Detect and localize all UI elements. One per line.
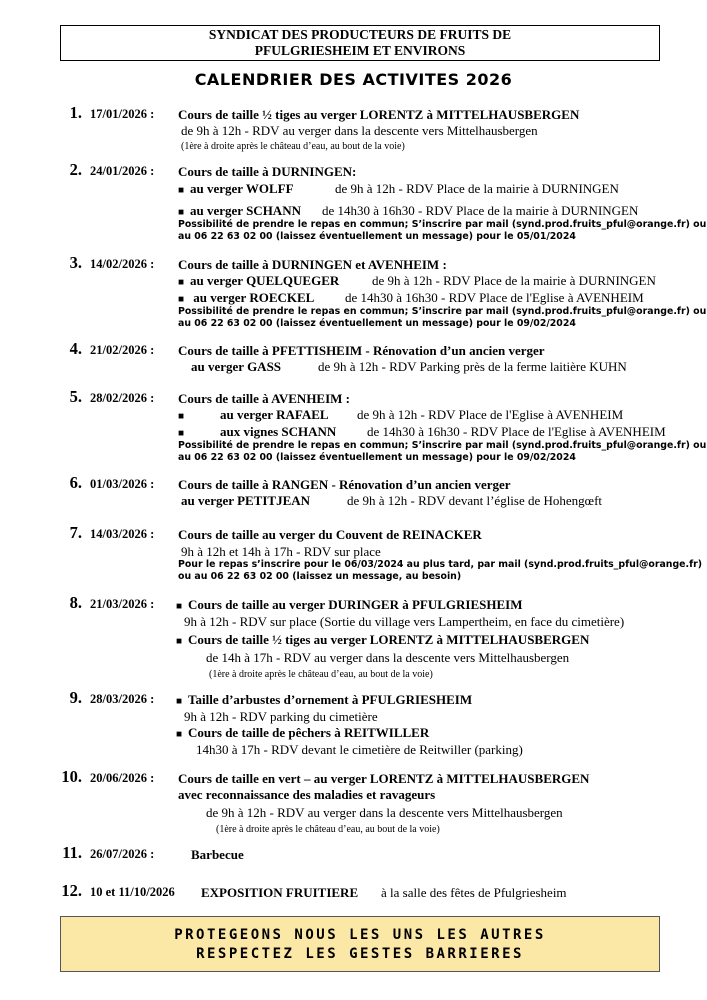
item-date: 17/01/2026 : xyxy=(90,107,155,121)
banner-line-2: RESPECTEZ LES GESTES BARRIERES xyxy=(196,946,524,962)
banner-line-1: PROTEGEONS NOUS LES UNS LES AUTRES xyxy=(174,927,546,943)
item-line: de 9h à 12h - RDV Place de la mairie à DURNINGEN xyxy=(372,273,656,288)
item-title: EXPOSITION FRUITIERE xyxy=(201,885,359,900)
item-date: 28/03/2026 : xyxy=(90,692,155,706)
item-line: (1ère à droite après le château d’eau, au bout de la voie) xyxy=(209,669,433,680)
item-line: ■ Cours de taille de pêchers à REITWILLER xyxy=(176,725,430,740)
item-title: Cours de taille au verger du Couvent de REINACKER xyxy=(178,527,482,542)
item-number: 10. xyxy=(61,767,82,786)
item-title: Cours de taille à DURNINGEN: xyxy=(178,164,357,179)
item-date: 01/03/2026 : xyxy=(90,477,155,491)
item-line: avec reconnaissance des maladies et ravageurs xyxy=(178,787,436,802)
safety-banner xyxy=(60,916,660,972)
item-number: 4. xyxy=(69,339,82,358)
item-line: au verger GASS xyxy=(191,359,282,374)
header-line-1: SYNDICAT DES PRODUCTEURS DE FRUITS DE xyxy=(208,27,512,42)
item-title: Cours de taille à RANGEN - Rénovation d’un ancien verger xyxy=(178,477,511,492)
item-line: de 9h à 12h - RDV devant l’église de Hohengœft xyxy=(347,493,603,508)
item-number: 3. xyxy=(69,253,82,272)
item-number: 2. xyxy=(69,160,82,179)
item-line: ■ au verger QUELQUEGER xyxy=(178,273,340,288)
item-note: au 06 22 63 02 00 (laissez éventuellement un message) pour le 09/02/2024 xyxy=(178,452,576,463)
item-date: 14/03/2026 : xyxy=(90,527,155,541)
item-line: de 14h30 à 16h30 - RDV Place de la mairie à DURNINGEN xyxy=(322,203,639,218)
item-line: à la salle des fêtes de Pfulgriesheim xyxy=(381,885,567,900)
syndicate-header xyxy=(60,25,660,61)
header-line-2: PFULGRIESHEIM ET ENVIRONS xyxy=(254,43,466,58)
item-number: 12. xyxy=(61,881,82,900)
item-number: 1. xyxy=(69,103,82,122)
item-date: 26/07/2026 : xyxy=(90,847,155,861)
item-note: au 06 22 63 02 00 (laissez éventuellement un message) pour le 09/02/2024 xyxy=(178,318,576,329)
item-line: de 14h à 17h - RDV au verger dans la descente vers Mittelhausbergen xyxy=(206,650,570,665)
item-number: 9. xyxy=(69,688,82,707)
item-number: 6. xyxy=(69,473,82,492)
item-line: au verger RAFAEL xyxy=(220,407,329,422)
item-number: 7. xyxy=(69,523,82,542)
item-note: Possibilité de prendre le repas en commun; S’inscrire par mail (synd.prod.fruits_pful@orange.fr) ou xyxy=(178,306,707,317)
item-date: 14/02/2026 : xyxy=(90,257,155,271)
item-line: 9h à 12h et 14h à 17h - RDV sur place xyxy=(181,544,381,559)
item-line: de 9h à 12h - RDV au verger dans la descente vers Mittelhausbergen xyxy=(206,805,563,820)
item-line: (1ère à droite après le château d’eau, au bout de la voie) xyxy=(216,824,440,835)
item-number: 5. xyxy=(69,387,82,406)
item-title: ■ Taille d’arbustes d’ornement à PFULGRIESHEIM xyxy=(176,692,473,707)
item-line: de 14h30 à 16h30 - RDV Place de l'Eglise à AVENHEIM xyxy=(367,424,666,439)
item-note: Pour le repas s’inscrire pour le 06/03/2024 au plus tard, par mail (synd.prod.fruits_pful@orange.fr) xyxy=(178,559,703,570)
item-note: Possibilité de prendre le repas en commun; S’inscrire par mail (synd.prod.fruits_pful@orange.fr) ou xyxy=(178,219,707,230)
item-title: Cours de taille en vert – au verger LORENTZ à MITTELHAUSBERGEN xyxy=(178,771,590,786)
item-line: aux vignes SCHANN xyxy=(220,424,337,439)
item-date: 20/06/2026 : xyxy=(90,771,155,785)
item-note: Possibilité de prendre le repas en commun; S’inscrire par mail (synd.prod.fruits_pful@orange.fr) ou xyxy=(178,440,707,451)
item-title: Cours de taille ½ tiges au verger LORENTZ à MITTELHAUSBERGEN xyxy=(178,107,580,122)
item-title: Cours de taille à PFETTISHEIM - Rénovation d’un ancien verger xyxy=(178,343,545,358)
item-note: au 06 22 63 02 00 (laissez éventuellement un message) pour le 05/01/2024 xyxy=(178,231,576,242)
item-date: 10 et 11/10/2026 xyxy=(90,885,175,899)
item-line: de 9h à 12h - RDV Place de la mairie à DURNINGEN xyxy=(335,181,619,196)
item-date: 28/02/2026 : xyxy=(90,391,155,405)
item-line: de 9h à 12h - RDV au verger dans la descente vers Mittelhausbergen xyxy=(181,123,538,138)
calendar-title: CALENDRIER DES ACTIVITES 2026 xyxy=(194,70,513,89)
item-line: ■ au verger SCHANN xyxy=(178,203,301,218)
item-date: 21/03/2026 : xyxy=(90,597,155,611)
item-line: 9h à 12h - RDV sur place (Sortie du village vers Lampertheim, en face du cimetière) xyxy=(184,614,625,629)
item-line: de 9h à 12h - RDV Parking près de la ferme laitière KUHN xyxy=(318,359,627,374)
item-line: ■ Cours de taille ½ tiges au verger LORENTZ à MITTELHAUSBERGEN xyxy=(176,632,590,647)
item-line: 9h à 12h - RDV parking du cimetière xyxy=(184,709,378,724)
item-note: ou au 06 22 63 02 00 (laissez un message, au besoin) xyxy=(178,571,462,582)
item-number: 11. xyxy=(62,843,82,862)
item-line: au verger PETITJEAN xyxy=(181,493,311,508)
item-title: Barbecue xyxy=(191,847,244,862)
item-title: Cours de taille à AVENHEIM : xyxy=(178,391,351,406)
item-line: de 9h à 12h - RDV Place de l'Eglise à AVENHEIM xyxy=(357,407,624,422)
item-line: de 14h30 à 16h30 - RDV Place de l'Eglise à AVENHEIM xyxy=(345,290,644,305)
item-title: Cours de taille à DURNINGEN et AVENHEIM : xyxy=(178,257,447,272)
item-number: 8. xyxy=(69,593,82,612)
item-line: (1ère à droite après le château d’eau, au bout de la voie) xyxy=(181,141,405,152)
item-line: ■ xyxy=(178,411,185,422)
item-line: ■ xyxy=(178,428,185,439)
item-line: 14h30 à 17h - RDV devant le cimetière de Reitwiller (parking) xyxy=(196,742,523,757)
item-title: ■ Cours de taille au verger DURINGER à PFULGRIESHEIM xyxy=(176,597,523,612)
item-date: 24/01/2026 : xyxy=(90,164,155,178)
item-line: ■ au verger WOLFF xyxy=(178,181,294,196)
item-date: 21/02/2026 : xyxy=(90,343,155,357)
item-line: ■ au verger ROECKEL xyxy=(178,290,315,305)
